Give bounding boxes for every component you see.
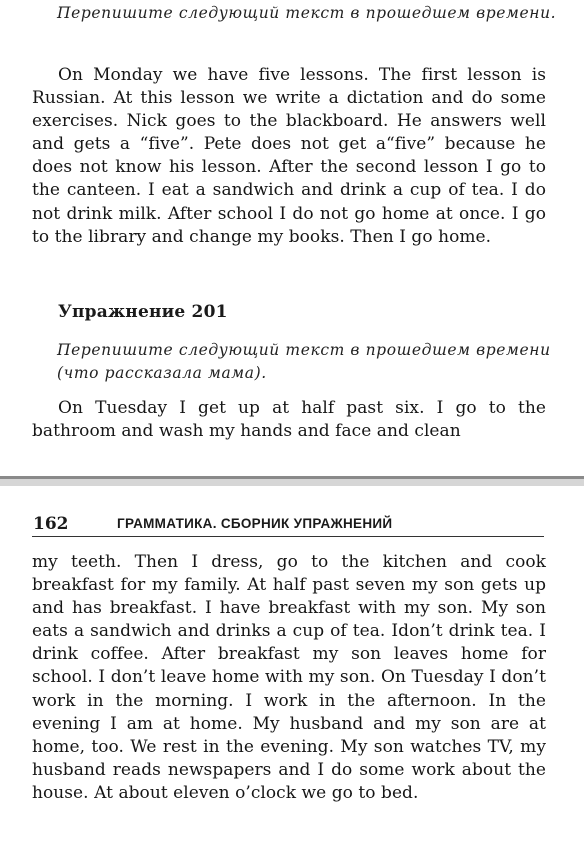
page-number: 162 xyxy=(33,514,69,534)
page-break-separator xyxy=(0,476,584,486)
exercise-text-continuation: my teeth. Then I dress, go to the kitchen and cook breakfast for my family. At half past seven my son gets up and has breakfast. I have breakfast with my son. My son eats a sandwich and drinks a cup of tea. Idon’t drink tea. I drink coffee. After breakfast my son leaves home for school. I don’t leave home with my son. On Tuesday I don’t work in the morning. I work in the afternoon. In the evening I am at home. My husband and my son are at home, too. We rest in the evening. My son watches TV, my husband reads newspapers and I do some work about the house. At about eleven o’clock we go to bed. xyxy=(32,552,546,803)
exercise-instruction: Перепишите следующий текст в прошедшем времени. xyxy=(57,4,557,22)
exercise-text-paragraph: On Tuesday I get up at half past six. I go to the bathroom and wash my hands and face and clean xyxy=(32,398,546,442)
lower-page-fragment xyxy=(0,486,584,851)
exercise-text-paragraph: On Monday we have five lessons. The first lesson is Russian. At this lesson we write a dictation and do some exercises. Nick goes to the blackboard. He answers well and gets a “five”. Pete does not get a“five” because he does not know his lesson. After the second lesson I go to the canteen. I eat a sandwich and drink a cup of tea. I do not drink milk. After school I do not go home at once. I go to the library and change my books. Then I go home. xyxy=(32,65,546,247)
exercise-instruction: Перепишите следующий текст в прошедшем времени (что рассказала мама). xyxy=(57,341,551,382)
header-rule xyxy=(32,536,544,537)
exercise-heading: Упражнение 201 xyxy=(58,302,228,322)
running-header: ГРАММАТИКА. СБОРНИК УПРАЖНЕНИЙ xyxy=(117,516,393,531)
